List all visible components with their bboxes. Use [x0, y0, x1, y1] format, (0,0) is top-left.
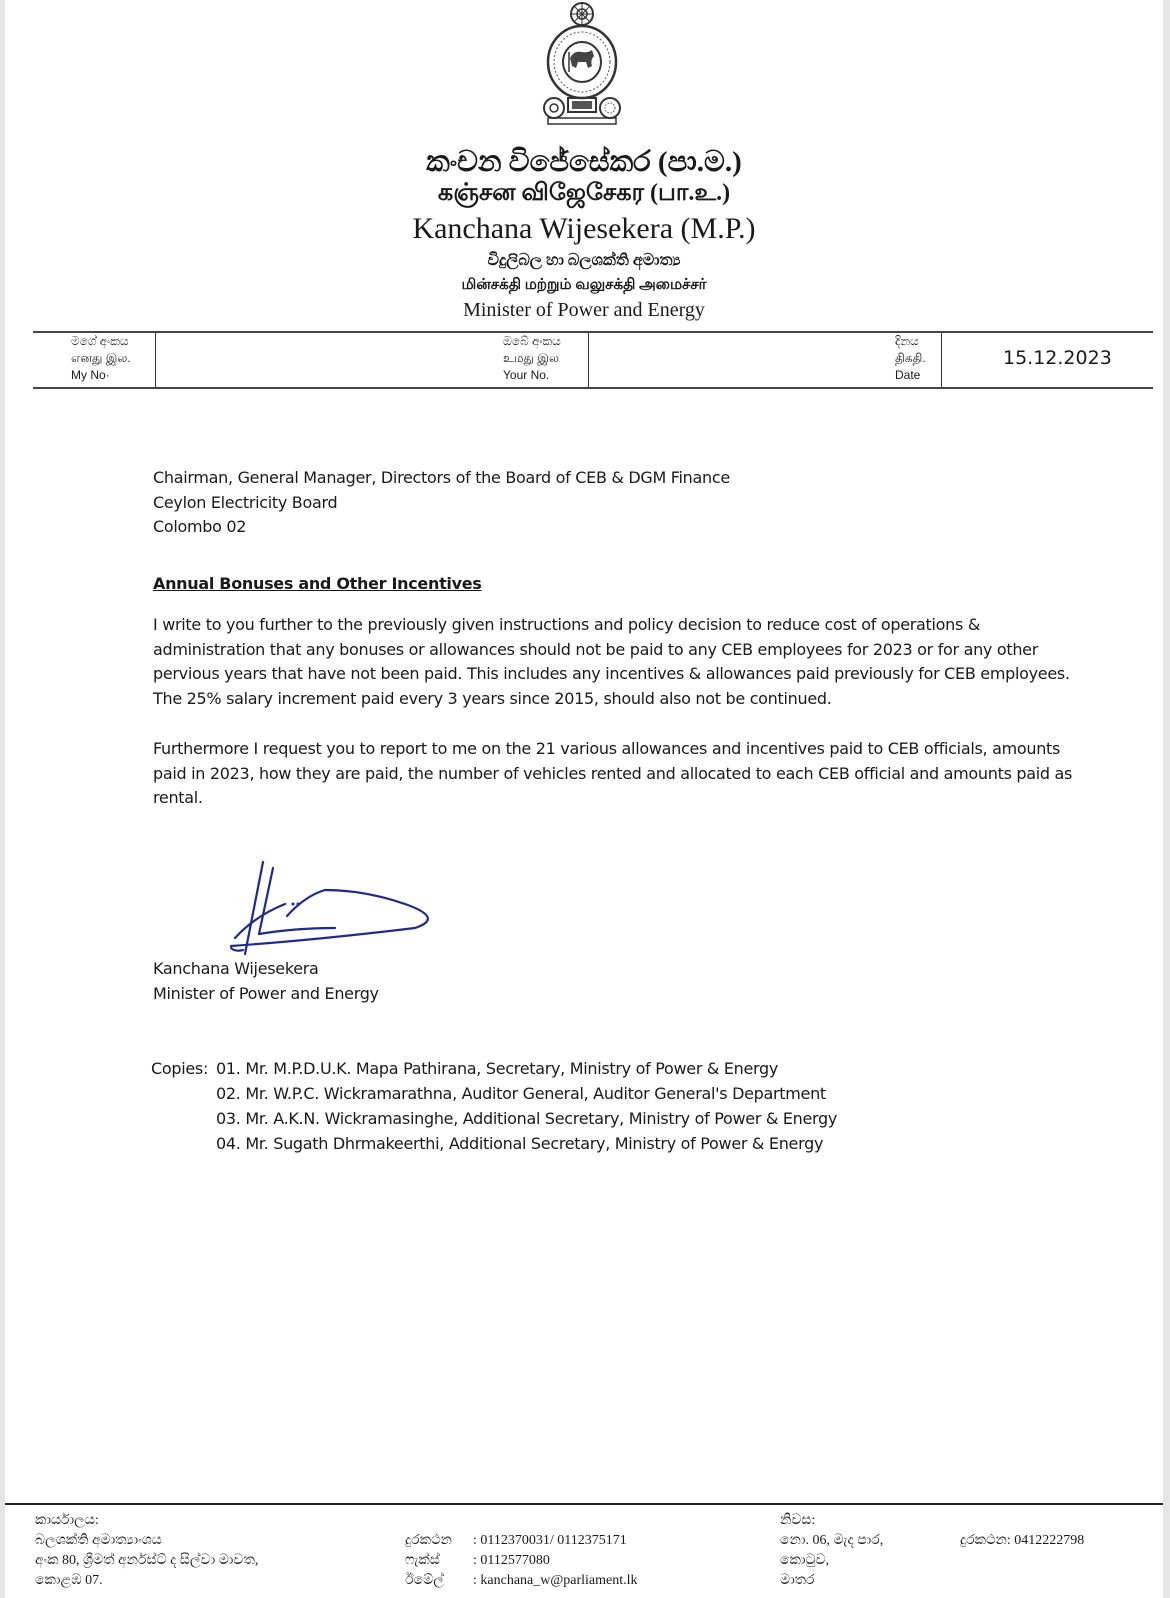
minister-name-tamil: கஞ்சன விஜேசேகர (பா.உ.) — [437, 180, 731, 206]
office-line: අංක 80, ශ්‍රීමත් අර්නස්ට් ද සිල්වා මාවත, — [35, 1553, 259, 1568]
body-paragraph: I write to you further to the previously given instructions and policy decision to reduce cost of operations & administration that any bonuses or allowances should not be paid to any CEB employees for 2023 or for any other pervious years that have not been paid. This includes any incentives & allowances paid previously for CEB employees. The 25% salary increment paid every 3 years since 2015, should also not be continued. — [153, 615, 1070, 708]
my-no-label-english: My No· — [71, 368, 110, 382]
recipient-line: Chairman, General Manager, Directors of the Board of CEB & DGM Finance — [153, 468, 730, 487]
footer-divider — [5, 1503, 1163, 1505]
letter-subject: Annual Bonuses and Other Incentives — [153, 574, 482, 593]
fax-row — [405, 1551, 638, 1571]
footer-contact — [405, 1531, 638, 1591]
residence-phone-label: දුරකථන: — [960, 1533, 1011, 1548]
my-no-label-tamil: எனது இல. — [71, 351, 131, 365]
signatory-block — [153, 956, 379, 1006]
copies-indent — [151, 1081, 216, 1106]
phone-value: : 0112370031/ 0112375171 — [473, 1533, 627, 1548]
phone-row — [405, 1531, 638, 1551]
office-heading: කාර්යාලය: — [35, 1513, 99, 1528]
copies-row — [151, 1106, 837, 1131]
email-value[interactable]: : kanchana_w@parliament.lk — [473, 1573, 638, 1588]
recipient-line: Ceylon Electricity Board — [153, 492, 338, 512]
your-no-label-sinhala: ඔබේ අංකය — [503, 334, 561, 348]
body-paragraph: Furthermore I request you to report to me on the 21 various allowances and incentives paid to CEB officials, amounts paid in 2023, how they are paid, the number of vehicles rented and allocated to each CEB official and amounts paid as rental. — [153, 739, 1073, 807]
divider — [941, 333, 942, 387]
my-no-label — [71, 333, 131, 384]
minister-name-english: Kanchana Wijesekera (M.P.) — [412, 212, 756, 245]
date-label — [895, 333, 926, 384]
email-label: ඊමේල් — [405, 1573, 444, 1588]
my-no-value — [156, 333, 481, 387]
copies-indent — [151, 1131, 216, 1156]
recipient-line: Colombo 02 — [153, 517, 247, 536]
fax-label: ෆැක්ස් — [405, 1553, 440, 1568]
residence-heading: නිවස: — [780, 1513, 816, 1528]
signatory-title: Minister of Power and Energy — [153, 984, 379, 1003]
office-line: බලශක්ති අමාත්‍යාංශය — [35, 1533, 162, 1548]
copies-row — [151, 1056, 837, 1081]
your-no-value — [589, 333, 889, 387]
minister-title-tamil: மின்சக்தி மற்றும் வலுசக்தி அமைச்சர் — [461, 277, 707, 293]
residence-line: කොටුව, — [780, 1553, 830, 1568]
copies-row — [151, 1131, 837, 1156]
date-value: 15.12.2023 — [1003, 347, 1112, 369]
minister-title-sinhala: විදුලිබල හා බලශක්ති අමාත්‍ය — [487, 252, 681, 269]
copies-label: Copies: — [151, 1059, 209, 1078]
date-label-tamil: திகதி. — [895, 351, 926, 365]
residence-line: මාතර — [780, 1573, 815, 1588]
email-row — [405, 1571, 638, 1591]
your-no-label — [503, 333, 561, 384]
signature-icon — [215, 856, 445, 966]
copies-row — [151, 1081, 837, 1106]
copies-indent — [151, 1106, 216, 1131]
fax-value: : 0112577080 — [473, 1553, 550, 1568]
signatory-name: Kanchana Wijesekera — [153, 959, 319, 978]
recipient-address — [153, 466, 730, 540]
reference-bar — [33, 331, 1153, 389]
residence-phone — [960, 1531, 1084, 1551]
phone-label: දුරකථන — [405, 1533, 452, 1548]
date-label-english: Date — [895, 368, 921, 382]
copy-recipient: 02. Mr. W.P.C. Wickramarathna, Auditor General, Auditor General's Department — [216, 1084, 826, 1103]
copies-list — [151, 1056, 837, 1156]
residence-line: නො. 06, මැද පාර, — [780, 1533, 884, 1548]
footer-residence — [780, 1511, 883, 1591]
copy-recipient: 04. Mr. Sugath Dhrmakeerthi, Additional Secretary, Ministry of Power & Energy — [216, 1134, 824, 1153]
minister-title-english: Minister of Power and Energy — [463, 299, 705, 321]
my-no-label-sinhala: මගේ අංකය — [71, 334, 129, 348]
your-no-label-english: Your No. — [503, 368, 550, 382]
national-emblem-icon — [540, 0, 624, 128]
copy-recipient: 03. Mr. A.K.N. Wickramasinghe, Additional Secretary, Ministry of Power & Energy — [216, 1109, 838, 1128]
minister-name-sinhala: කංචන විජේසේකර (පා.ම.) — [426, 146, 742, 178]
footer-office — [35, 1511, 258, 1591]
date-label-sinhala: දිනය — [895, 334, 919, 348]
office-line: කොළඹ 07. — [35, 1573, 103, 1588]
your-no-label-tamil: உமது இல — [503, 351, 559, 365]
letter-page — [5, 0, 1163, 1598]
copy-recipient: 01. Mr. M.P.D.U.K. Mapa Pathirana, Secretary, Ministry of Power & Energy — [216, 1059, 779, 1078]
residence-phone-value: 0412222798 — [1014, 1533, 1085, 1548]
